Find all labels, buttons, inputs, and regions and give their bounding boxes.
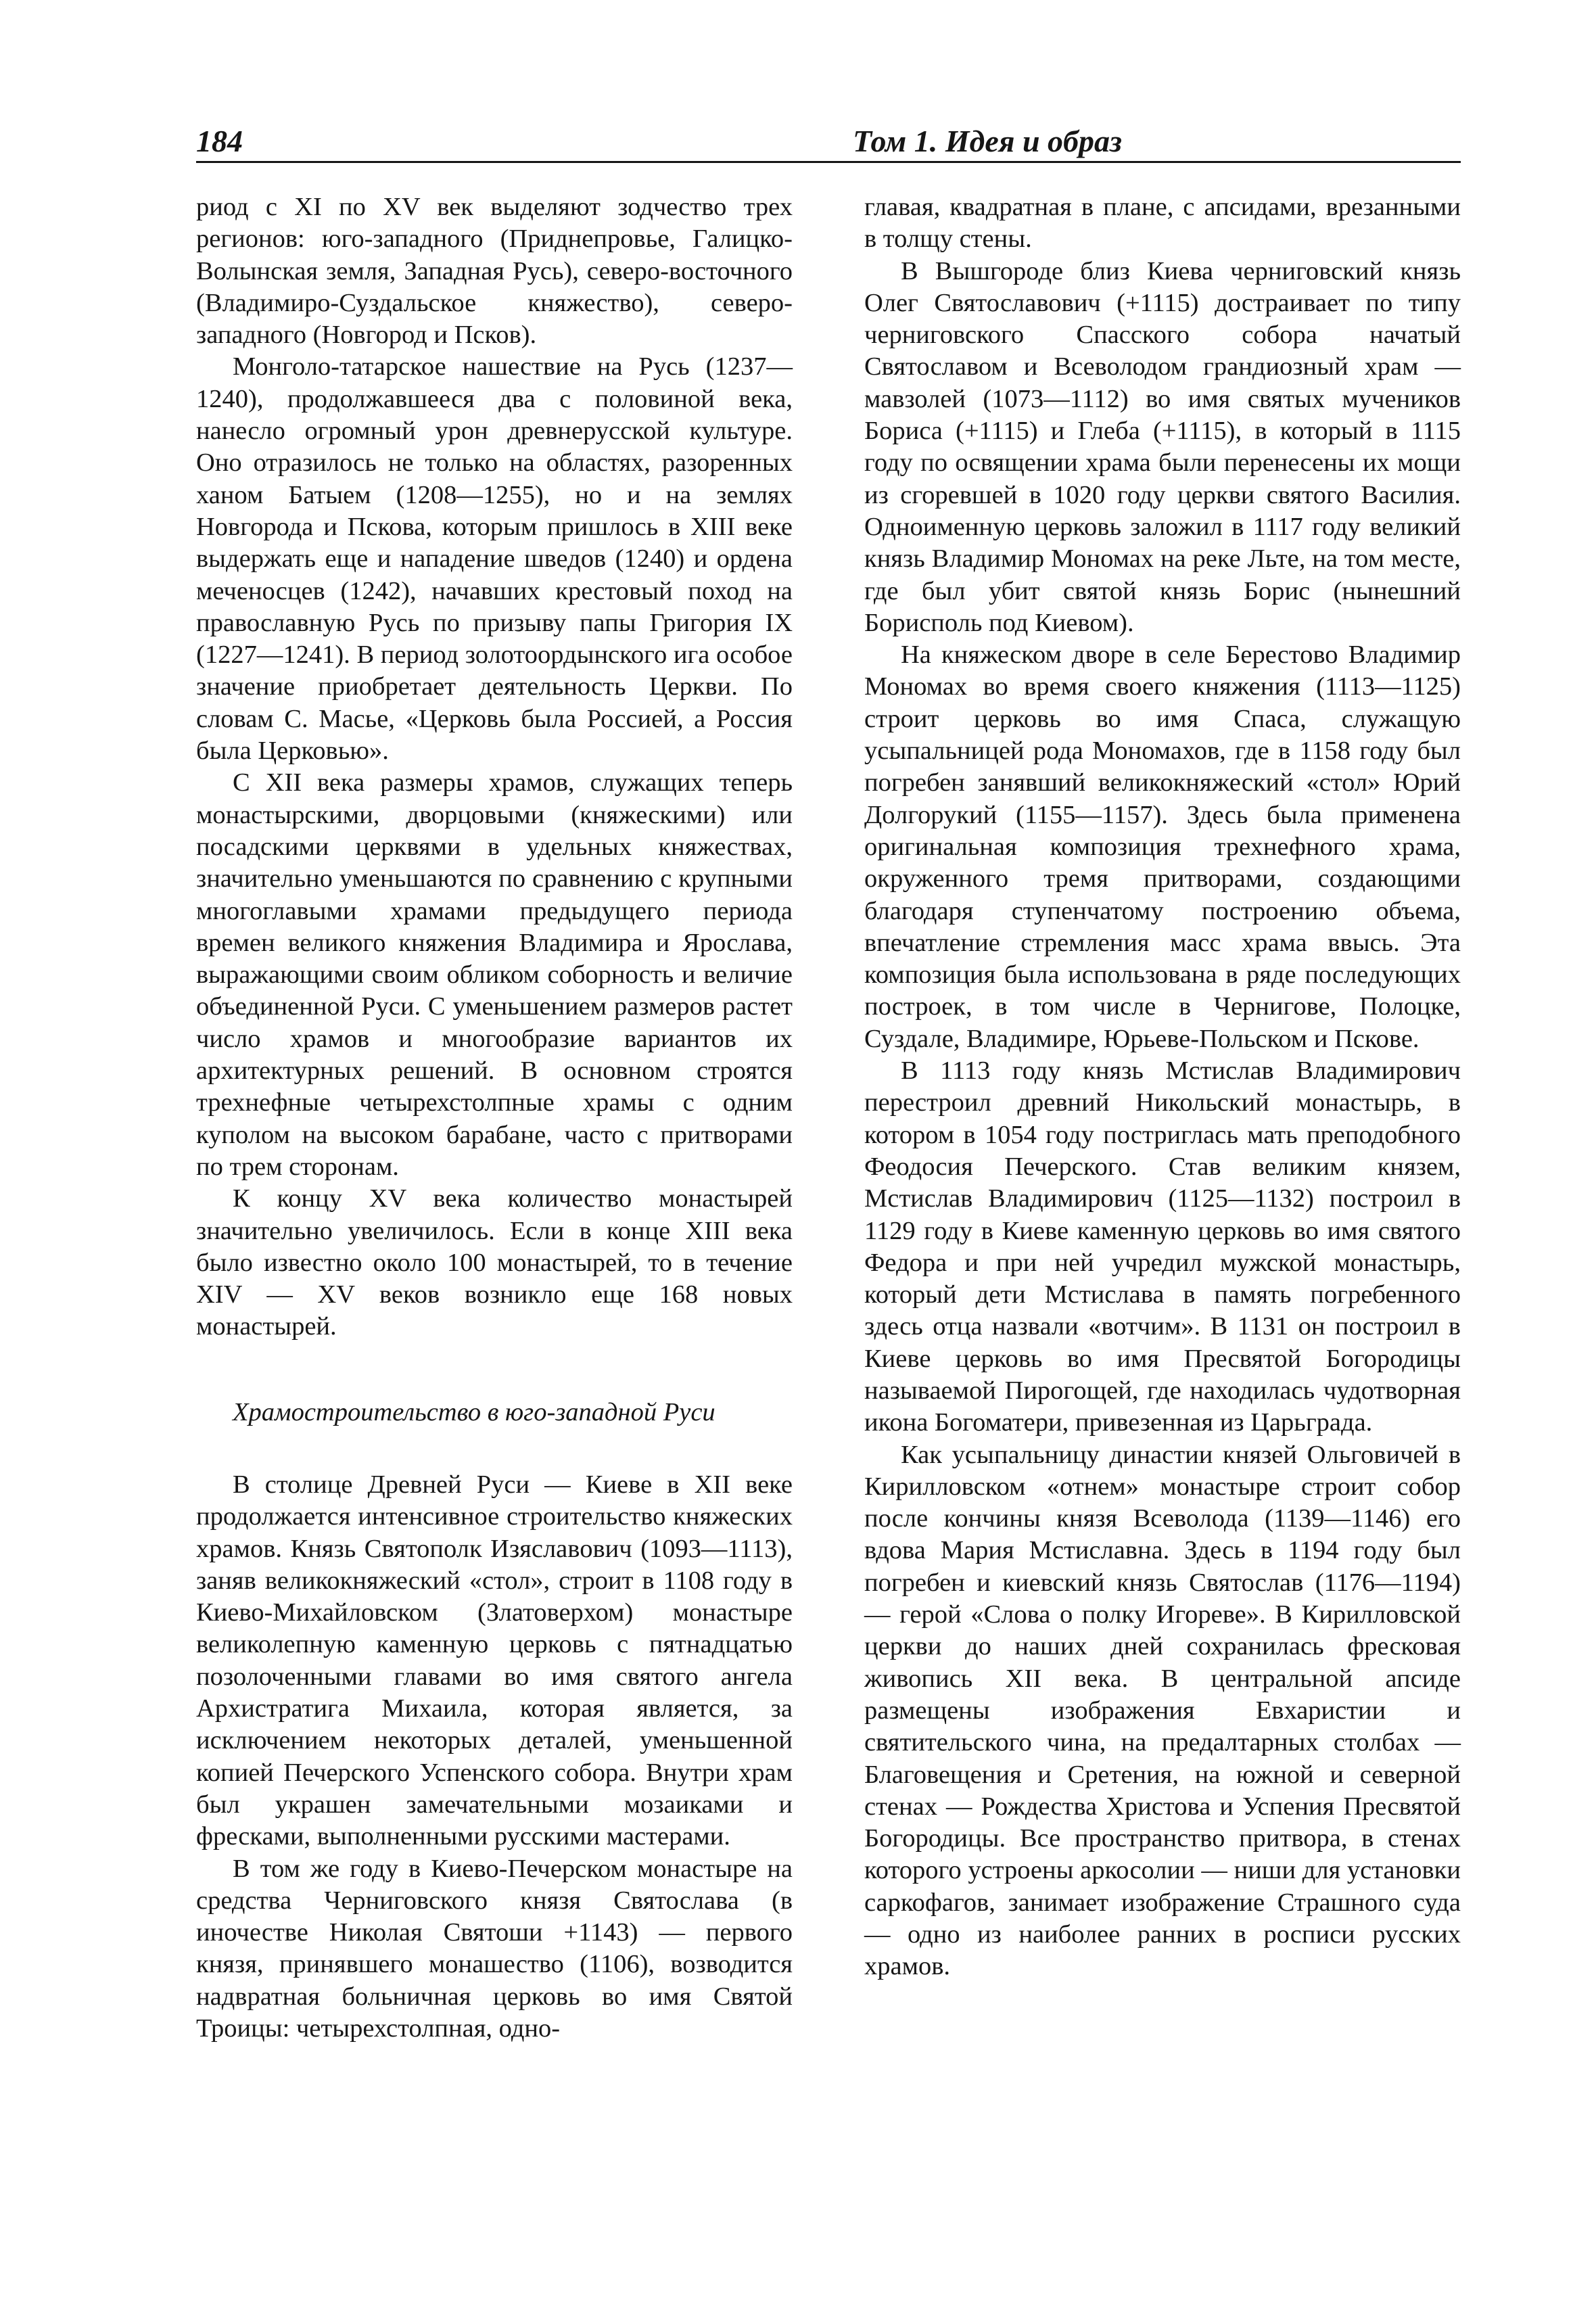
paragraph: Как усыпальницу династии князей Ольговичей в Кирилловском «отнем» монастыре строит собор после кончины князя Всеволода (1139—1146) его вдова Мария Мстиславна. Здесь в 1194 году был погребен и киевский князь Святослав (1176—1194) — герой «Слова о полку Игореве». В Кирилловской церкви до наших дней сохранилась фресковая живопись XII века. В центральной апсиде размещены изображения Евхаристии и святительского чина, на предалтарных столбах — Благовещения и Сретения, на южной и северной стенах — Рождества Христова и Успения Пресвятой Богородицы. Все пространство притвора, в стенах которого устроены аркосолии — ниши для установки саркофагов, занимает изображение Страшного суда — одно из наиболее ранних в росписи русских храмов.: [864, 1440, 1461, 1981]
paragraph: В 1113 году князь Мстислав Владимирович перестроил древний Никольский монастырь, в котором в 1054 году постриглась мать преподобного Феодосия Печерского. Став великим князем, Мстислав Владимирович (1125—1132) построил в 1129 году в Киеве каменную церковь во имя святого Федора и при ней учредил мужской монастырь, который дети Мстислава в память погребенного здесь отца назвали «вотчим». В 1131 он построил в Киеве церковь во имя Пресвятой Богородицы называемой Пирогощей, где находилась чудотворная икона Богоматери, привезенная из Царьграда.: [864, 1056, 1461, 1437]
header-rule: [196, 161, 1461, 163]
paragraph: риод с XI по XV век выделяют зодчество трех регионов: юго-западного (Приднепровье, Галицко-Волынская земля, Западная Русь), северо-восточного (Владимиро-Суздальское княжество), северо-западного (Новгород и Псков).: [196, 193, 793, 350]
paragraph: В столице Древней Руси — Киеве в XII веке продолжается интенсивное строительство княжеских храмов. Князь Святополк Изяславович (1093—1113), заняв великокняжеский «стол», строит в 1108 году в Киево-Михайловском (Златоверхом) монастыре великолепную каменную церковь с пятнадцатью позолоченными главами во имя святого ангела Архистратига Михаила, которая является, за исключением некоторых деталей, уменьшенной копией Печерского Успенского собора. Внутри храм был украшен замечательными мозаиками и фресками, выполненными русскими мастерами.: [196, 1470, 793, 1851]
paragraph: главая, квадратная в плане, с апсидами, врезанными в толщу стены.: [864, 193, 1461, 254]
running-title: Том 1. Идея и образ: [853, 124, 1122, 158]
left-column: [196, 191, 793, 2045]
paragraph: В том же году в Киево-Печерском монастыре на средства Черниговского князя Святослава (в иночестве Николая Святоши +1143) — первого князя, принявшего монашество (1106), возводится надвратная больничная церковь во имя Святой Троицы: четырехстолпная, одно-: [196, 1854, 793, 2043]
right-column: [864, 191, 1461, 1983]
paragraph: К концу XV века количество монастырей значительно увеличилось. Если в конце XIII века было известно около 100 монастырей, то в течение XIV — XV веков возникло еще 168 новых монастырей.: [196, 1184, 793, 1341]
page-number: 184: [196, 124, 243, 158]
paragraph: На княжеском дворе в селе Берестово Владимир Мономах во время своего княжения (1113—1125) строит церковь во имя Спаса, служащую усыпальницей рода Мономахов, где в 1158 году был погребен занявший великокняжеский «стол» Юрий Долгорукий (1155—1157). Здесь была применена оригинальная композиция трехнефного храма, окруженного тремя притворами, создающими благодаря ступенчатому построению объема, впечатление стремления масс храма ввысь. Эта композиция была использована в ряде последующих построек, в том числе в Чернигове, Полоцке, Суздале, Владимире, Юрьеве-Польском и Пскове.: [864, 641, 1461, 1053]
paragraph: В Вышгороде близ Киева черниговский князь Олег Святославович (+1115) достраивает по типу черниговского Спасского собора начатый Святославом и Всеволодом грандиозный храм — мавзолей (1073—1112) во имя святых мучеников Бориса (+1115) и Глеба (+1115), в который в 1115 году по освящении храма были перенесены их мощи из сгоревшей в 1020 году церкви святого Василия. Одноименную церковь заложил в 1117 году великий князь Владимир Мономах на реке Льте, на том месте, где был убит святой князь Борис (нынешний Борисполь под Киевом).: [864, 256, 1461, 637]
section-heading: Храмостроительство в юго-западной Руси: [233, 1397, 715, 1426]
paragraph: Монголо-татарское нашествие на Русь (1237—1240), продолжавшееся два с половиной века, нанесло огромный урон древнерусской культуре. Оно отразилось не только на областях, разоренных ханом Батыем (1208—1255), но и на землях Новгорода и Пскова, которым пришлось в XIII веке выдержать еще и нападение шведов (1240) и ордена меченосцев (1242), начавших крестовый поход на православную Русь по призыву папы Григория IX (1227—1241). В период золотоордынского ига особое значение приобретает деятельность Церкви. По словам С. Масье, «Церковь была Россией, а Россия была Церковью».: [196, 352, 793, 766]
paragraph: С XII века размеры храмов, служащих теперь монастырскими, дворцовыми (княжескими) или посадскими церквями в удельных княжествах, значительно уменьшаются по сравнению с крупными многоглавыми храмами предыдущего периода времен великого княжения Владимира и Ярослава, выражающими своим обликом соборность и величие объединенной Руси. С уменьшением размеров растет число храмов и многообразие вариантов их архитектурных решений. В основном строятся трехнефные четырехстолпные храмы с одним куполом на высоком барабане, часто с притворами по трем сторонам.: [196, 768, 793, 1181]
page-header: [196, 120, 1461, 162]
